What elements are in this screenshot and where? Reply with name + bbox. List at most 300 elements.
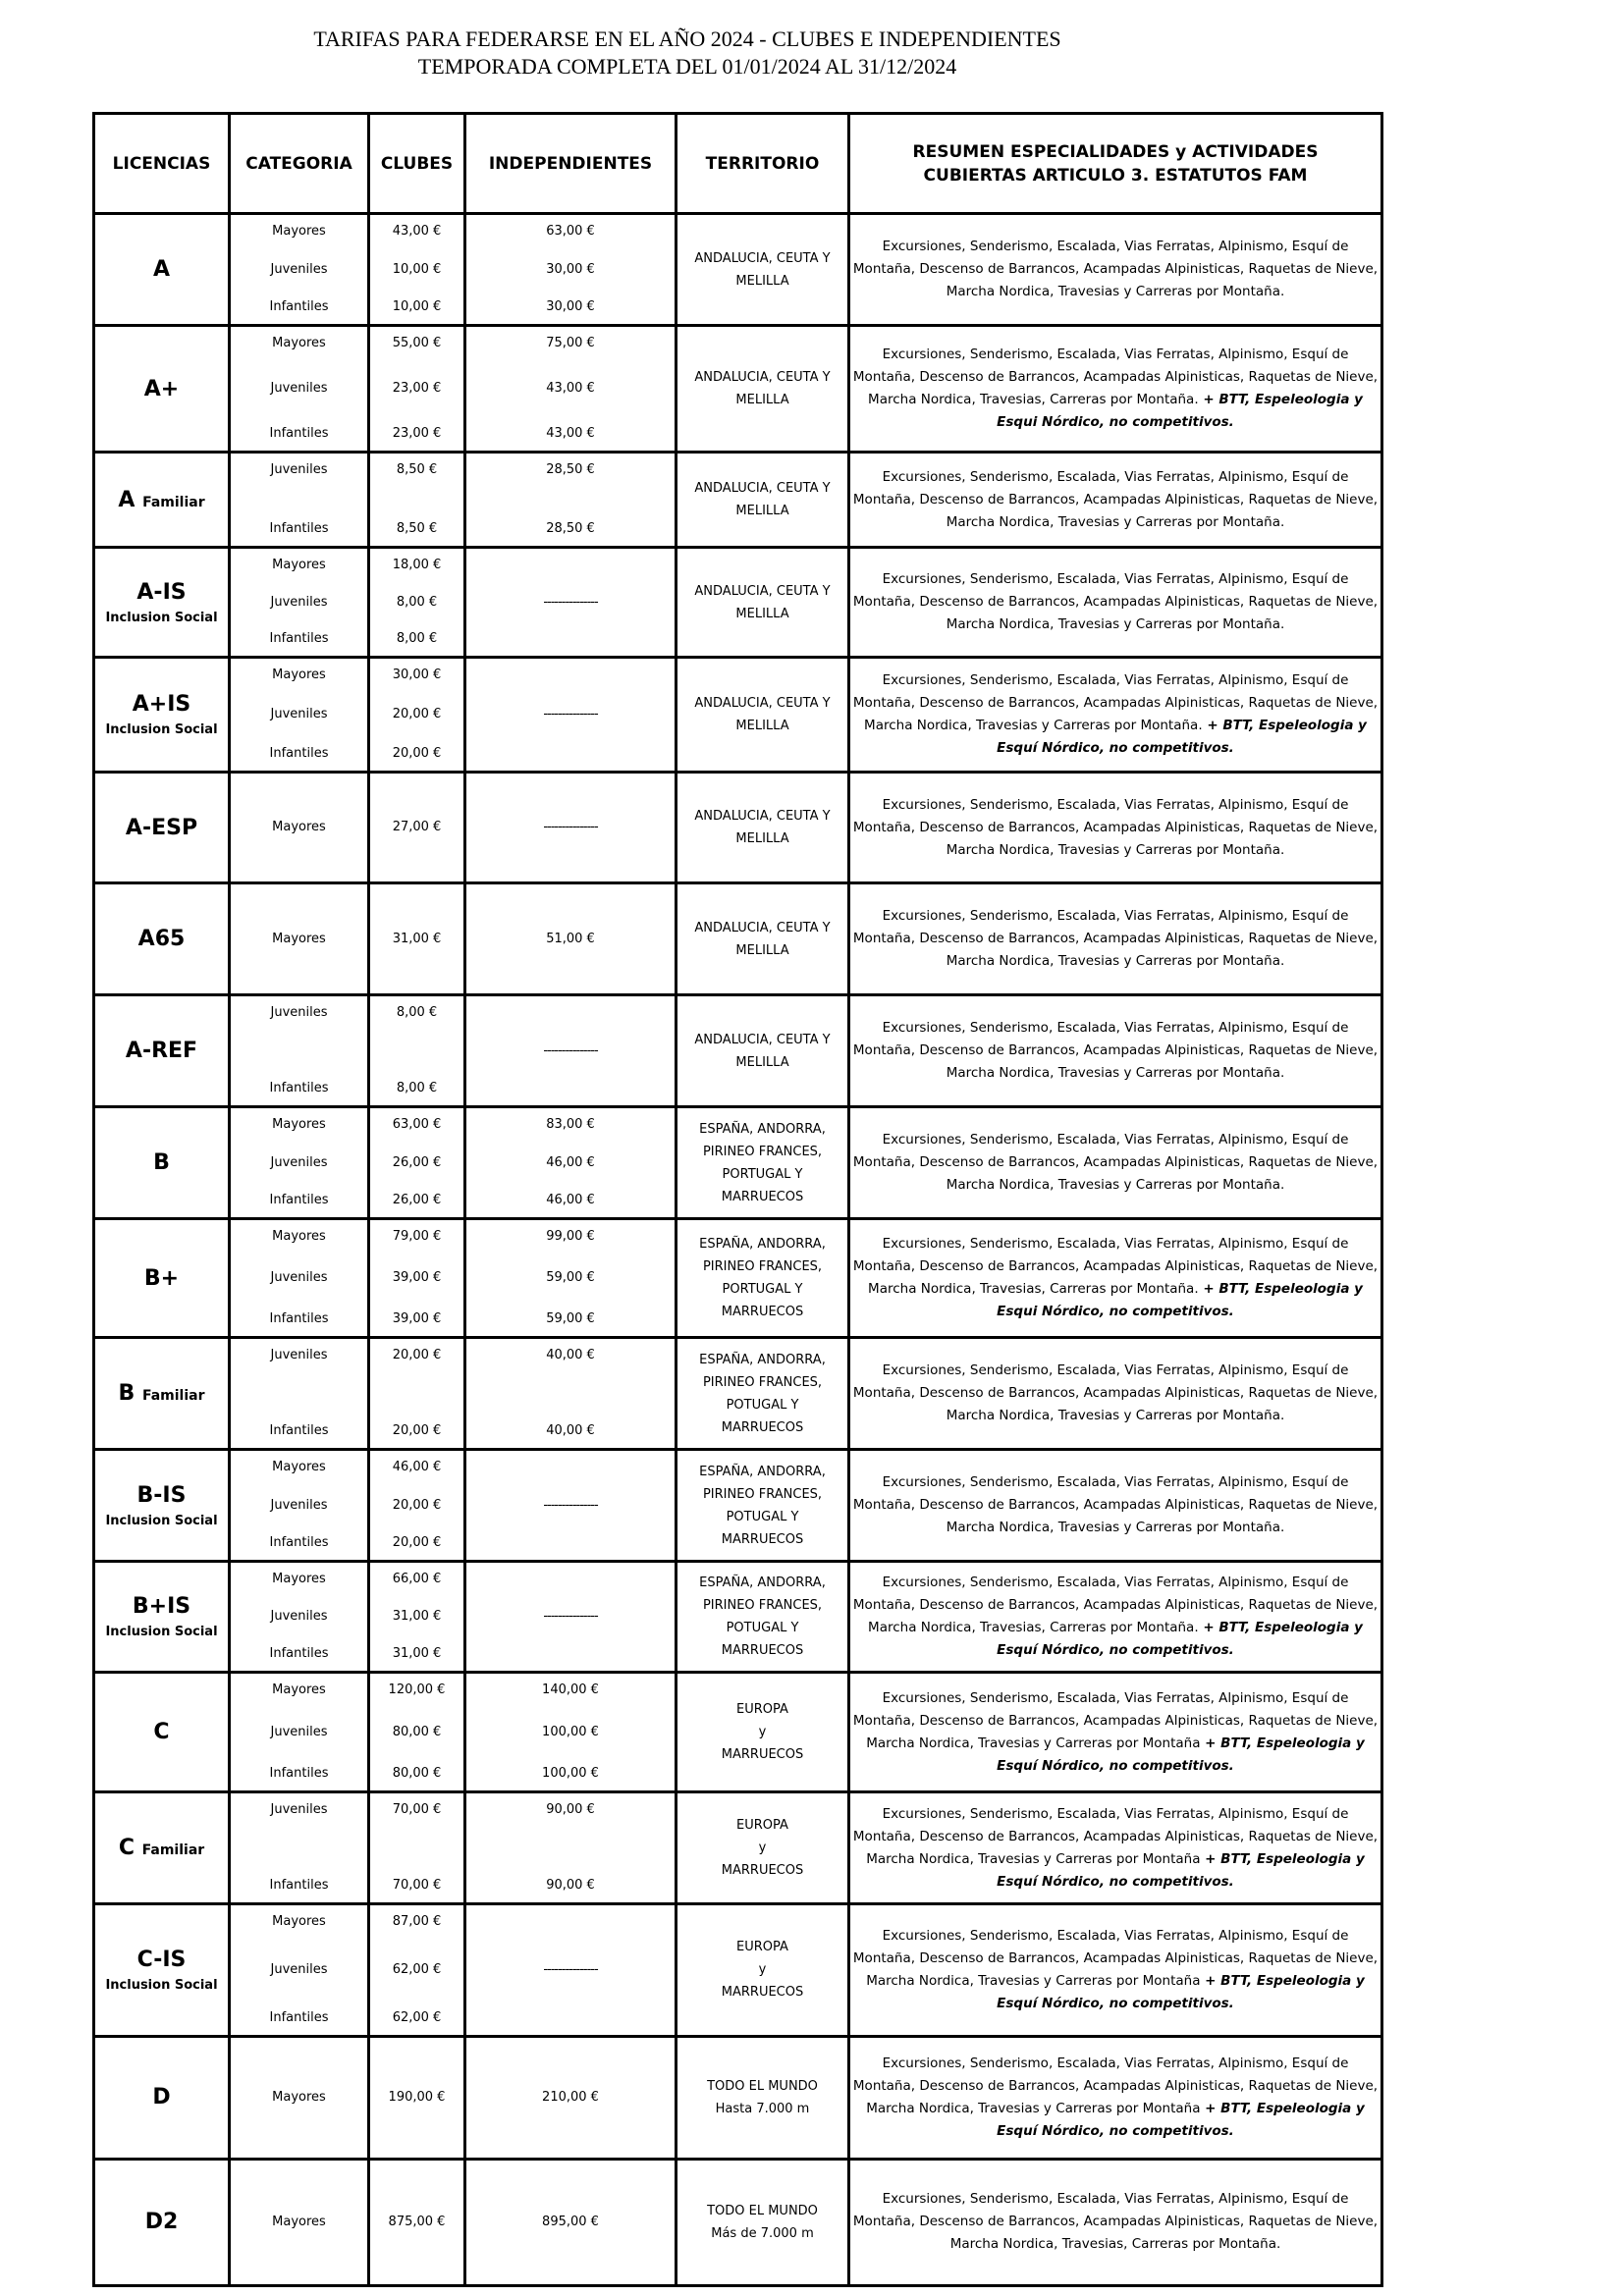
clubes-cell-stack	[370, 327, 463, 451]
licencia-cell	[94, 1107, 230, 1219]
clubes-price: 31,00 €	[392, 1646, 442, 1662]
licencia-name: B+	[143, 1265, 180, 1291]
territorio-text	[677, 2200, 847, 2245]
independientes-price: 99,00 €	[546, 1229, 595, 1245]
categoria-value: Juveniles	[270, 1609, 328, 1625]
licencia-name: C-IS	[136, 1947, 187, 1972]
clubes-price: 26,00 €	[392, 1154, 442, 1170]
header-resumen-line-2: CUBIERTAS ARTICULO 3. ESTATUTOS FAM	[923, 165, 1308, 186]
licencia-cell	[94, 1338, 230, 1450]
clubes-cell-stack	[370, 215, 463, 324]
clubes-price: 190,00 €	[388, 2089, 446, 2105]
territorio-line: MELILLA	[735, 719, 789, 734]
independientes-cell	[465, 1904, 677, 2036]
categoria-cell	[230, 214, 369, 326]
categoria-value: Juveniles	[270, 1497, 328, 1513]
licencia-cell	[94, 453, 230, 548]
categoria-cell	[230, 883, 369, 995]
categoria-cell-stack	[231, 774, 367, 881]
territorio-line: POTUGAL Y	[726, 1397, 799, 1413]
independientes-price: 30,00 €	[546, 261, 595, 277]
resumen-extra: + BTT, Espeleologia y Esquí Nórdico, no competitivos.	[997, 1735, 1365, 1774]
independientes-price: 51,00 €	[546, 931, 595, 946]
categoria-value: Juveniles	[270, 1270, 328, 1286]
licencia-name: D	[152, 2085, 171, 2110]
territorio-text	[677, 1233, 847, 1323]
territorio-line: EUROPA	[736, 1940, 788, 1955]
territorio-line: POTUGAL Y	[726, 1509, 799, 1524]
categoria-cell-stack	[231, 454, 367, 546]
licencia-note: Inclusion Social	[105, 1513, 218, 1528]
independientes-cell	[465, 2036, 677, 2159]
clubes-price: 70,00 €	[392, 1878, 442, 1894]
independientes-price: 210,00 €	[542, 2089, 599, 2105]
independientes-cell-stack	[466, 454, 675, 546]
header-clubes: CLUBES	[369, 114, 465, 214]
categoria-value: Mayores	[272, 2214, 326, 2229]
clubes-cell-stack	[370, 1563, 463, 1671]
table-row	[94, 1107, 1382, 1219]
clubes-cell	[369, 1219, 465, 1338]
territorio-line: MELILLA	[735, 831, 789, 847]
categoria-value: Mayores	[272, 224, 326, 239]
clubes-price: 79,00 €	[392, 1229, 442, 1245]
territorio-cell	[677, 2159, 849, 2285]
licencia-name: C Familiar	[118, 1836, 205, 1861]
categoria-value: Infantiles	[269, 746, 329, 762]
independientes-price: ---------------	[543, 594, 598, 610]
clubes-price: 20,00 €	[392, 707, 442, 722]
licencia-name: A	[152, 257, 171, 282]
licencia-name: A-ESP	[125, 815, 198, 840]
resumen-cell	[849, 1107, 1382, 1219]
territorio-line: PIRINEO FRANCES,	[702, 1374, 823, 1390]
table-row	[94, 1219, 1382, 1338]
clubes-cell-stack	[370, 659, 463, 771]
resumen-cell	[849, 1673, 1382, 1792]
territorio-text	[677, 1461, 847, 1551]
clubes-price: 27,00 €	[392, 820, 442, 835]
clubes-price: 8,00 €	[396, 594, 438, 610]
header-independientes: INDEPENDIENTES	[465, 114, 677, 214]
territorio-text	[677, 917, 847, 962]
table-row	[94, 214, 1382, 326]
clubes-cell-stack	[370, 1905, 463, 2034]
independientes-cell	[465, 1792, 677, 1904]
clubes-price: 23,00 €	[392, 426, 442, 442]
territorio-text	[677, 1029, 847, 1074]
clubes-cell-stack	[370, 549, 463, 656]
resumen-extra: + BTT, Espeleologia y Esqui Nórdico, no competitivos.	[997, 1281, 1363, 1320]
resumen-cell	[849, 773, 1382, 883]
table-row	[94, 453, 1382, 548]
resumen-extra: + BTT, Espeleologia y Esquí Nórdico, no competitivos.	[997, 2100, 1365, 2139]
territorio-text	[677, 692, 847, 737]
territorio-text	[677, 1936, 847, 2003]
clubes-price: 66,00 €	[392, 1572, 442, 1587]
territorio-cell	[677, 1107, 849, 1219]
table-row	[94, 2159, 1382, 2285]
territorio-cell	[677, 1338, 849, 1450]
resumen-cell	[849, 1450, 1382, 1562]
categoria-value: Infantiles	[269, 1646, 329, 1662]
categoria-cell	[230, 453, 369, 548]
independientes-price: 28,50 €	[546, 462, 595, 478]
licencia-cell	[94, 883, 230, 995]
territorio-line: Más de 7.000 m	[711, 2225, 814, 2241]
territorio-line: PIRINEO FRANCES,	[702, 1486, 823, 1502]
resumen-cell	[849, 883, 1382, 995]
clubes-price: 39,00 €	[392, 1311, 442, 1327]
categoria-value: Mayores	[272, 820, 326, 835]
independientes-cell-stack	[466, 549, 675, 656]
clubes-cell	[369, 1450, 465, 1562]
table-row	[94, 773, 1382, 883]
territorio-text	[677, 1572, 847, 1662]
categoria-value: Infantiles	[269, 1535, 329, 1551]
categoria-value: Juveniles	[270, 1005, 328, 1021]
categoria-cell	[230, 2036, 369, 2159]
categoria-value: Juveniles	[270, 1154, 328, 1170]
territorio-line: ANDALUCIA, CEUTA Y	[694, 250, 831, 266]
independientes-price: ---------------	[543, 1609, 598, 1625]
independientes-cell	[465, 1450, 677, 1562]
clubes-cell	[369, 214, 465, 326]
territorio-line: ESPAÑA, ANDORRA,	[699, 1575, 826, 1591]
territorio-line: PIRINEO FRANCES,	[702, 1259, 823, 1275]
categoria-value: Mayores	[272, 931, 326, 946]
clubes-cell	[369, 2036, 465, 2159]
categoria-value: Infantiles	[269, 631, 329, 647]
categoria-value: Infantiles	[269, 299, 329, 314]
territorio-line: MARRUECOS	[721, 1531, 804, 1547]
resumen-text: Excursiones, Senderismo, Escalada, Vias Ferratas, Alpinismo, Esquí de Montaña, Descenso de Barrancos, Acampadas Alpinisticas, Raquetas de Nieve, Marcha Nordica, Travesias y Carreras por Montaña	[852, 1805, 1379, 1867]
territorio-line: MARRUECOS	[721, 1189, 804, 1204]
territorio-line: MARRUECOS	[721, 1863, 804, 1879]
resumen-cell	[849, 1219, 1382, 1338]
independientes-cell	[465, 1673, 677, 1792]
resumen-cell	[849, 2159, 1382, 2285]
territorio-cell	[677, 453, 849, 548]
independientes-price: 100,00 €	[542, 1724, 599, 1739]
independientes-cell-stack	[466, 215, 675, 324]
table-row	[94, 1450, 1382, 1562]
categoria-value: Mayores	[272, 336, 326, 351]
independientes-price: 59,00 €	[546, 1270, 595, 1286]
clubes-price: 80,00 €	[392, 1766, 442, 1782]
territorio-line: y	[758, 1841, 767, 1856]
licencia-cell	[94, 326, 230, 453]
territorio-line: ANDALUCIA, CEUTA Y	[694, 370, 831, 386]
independientes-price: 46,00 €	[546, 1193, 595, 1208]
clubes-cell	[369, 1792, 465, 1904]
territorio-text	[677, 247, 847, 293]
territorio-line: EUROPA	[736, 1818, 788, 1834]
independientes-price: 43,00 €	[546, 426, 595, 442]
clubes-price: 20,00 €	[392, 1348, 442, 1363]
clubes-price: 62,00 €	[392, 2009, 442, 2025]
territorio-cell	[677, 883, 849, 995]
independientes-cell	[465, 1219, 677, 1338]
independientes-cell-stack	[466, 659, 675, 771]
page-title	[0, 26, 1375, 80]
resumen-cell	[849, 1338, 1382, 1450]
resumen-extra: + BTT, Espeleologia y Esqui Nórdico, no competitivos.	[997, 392, 1363, 431]
clubes-cell	[369, 326, 465, 453]
territorio-cell	[677, 326, 849, 453]
resumen-text: Excursiones, Senderismo, Escalada, Vias Ferratas, Alpinismo, Esquí de Montaña, Descenso de Barrancos, Acampadas Alpinisticas, Raquetas de Nieve, Marcha Nordica, Travesias, Carreras por Montaña.	[852, 347, 1379, 408]
clubes-cell	[369, 995, 465, 1107]
territorio-line: PIRINEO FRANCES,	[702, 1144, 823, 1159]
territorio-text	[677, 580, 847, 625]
clubes-cell-stack	[370, 996, 463, 1105]
table-row	[94, 1792, 1382, 1904]
header-territorio: TERRITORIO	[677, 114, 849, 214]
independientes-price: 63,00 €	[546, 224, 595, 239]
categoria-cell	[230, 1219, 369, 1338]
table-row	[94, 883, 1382, 995]
territorio-line: PORTUGAL Y	[722, 1166, 803, 1182]
clubes-price: 8,00 €	[396, 631, 438, 647]
categoria-value: Mayores	[272, 558, 326, 573]
clubes-price: 63,00 €	[392, 1117, 442, 1133]
clubes-price: 62,00 €	[392, 1961, 442, 1977]
territorio-cell	[677, 548, 849, 658]
categoria-value: Infantiles	[269, 1193, 329, 1208]
territorio-cell	[677, 1904, 849, 2036]
territorio-cell	[677, 1673, 849, 1792]
independientes-price: 59,00 €	[546, 1311, 595, 1327]
independientes-cell-stack	[466, 1905, 675, 2034]
licencia-name: C	[153, 1720, 170, 1745]
independientes-price: 43,00 €	[546, 381, 595, 397]
clubes-cell-stack	[370, 1108, 463, 1217]
independientes-cell-stack	[466, 1339, 675, 1448]
licencia-cell	[94, 1219, 230, 1338]
licencia-cell	[94, 1562, 230, 1673]
licencia-cell	[94, 658, 230, 773]
table-row	[94, 1904, 1382, 2036]
independientes-price: 90,00 €	[546, 1878, 595, 1894]
independientes-price: 83,00 €	[546, 1117, 595, 1133]
clubes-price: 8,50 €	[396, 521, 438, 537]
clubes-cell	[369, 1338, 465, 1450]
territorio-text	[677, 2075, 847, 2120]
resumen-text: Excursiones, Senderismo, Escalada, Vias Ferratas, Alpinismo, Esquí de Montaña, Descenso de Barrancos, Acampadas Alpinisticas, Raquetas de Nieve, Marcha Nordica, Travesias y Carreras por Montaña.	[852, 571, 1379, 633]
independientes-price: ---------------	[543, 1042, 598, 1058]
categoria-value: Mayores	[272, 2089, 326, 2105]
resumen-cell	[849, 995, 1382, 1107]
licencia-name: B	[153, 1150, 170, 1176]
territorio-line: ESPAÑA, ANDORRA,	[699, 1121, 826, 1137]
territorio-cell	[677, 214, 849, 326]
resumen-cell	[849, 326, 1382, 453]
territorio-line: MELILLA	[735, 606, 789, 621]
resumen-text: Excursiones, Senderismo, Escalada, Vias Ferratas, Alpinismo, Esquí de Montaña, Descenso de Barrancos, Acampadas Alpinisticas, Raquetas de Nieve, Marcha Nordica, Travesias y Carreras por Montaña.	[852, 908, 1379, 970]
categoria-value: Juveniles	[270, 381, 328, 397]
clubes-price: 80,00 €	[392, 1724, 442, 1739]
licencia-subtype: Familiar	[141, 1388, 205, 1405]
categoria-cell	[230, 1107, 369, 1219]
categoria-cell-stack	[231, 1451, 367, 1560]
territorio-line: ANDALUCIA, CEUTA Y	[694, 920, 831, 935]
independientes-price: 100,00 €	[542, 1766, 599, 1782]
independientes-cell	[465, 548, 677, 658]
territorio-cell	[677, 1792, 849, 1904]
categoria-cell-stack	[231, 215, 367, 324]
categoria-value: Infantiles	[269, 426, 329, 442]
header-resumen	[849, 114, 1382, 214]
independientes-cell	[465, 453, 677, 548]
resumen-extra: + BTT, Espeleologia y Esquí Nórdico, no competitivos.	[997, 1850, 1365, 1890]
territorio-cell	[677, 995, 849, 1107]
categoria-value: Infantiles	[269, 1081, 329, 1096]
categoria-cell	[230, 995, 369, 1107]
independientes-cell-stack	[466, 2038, 675, 2158]
independientes-price: 90,00 €	[546, 1802, 595, 1818]
categoria-cell	[230, 1338, 369, 1450]
categoria-cell	[230, 1792, 369, 1904]
clubes-cell	[369, 453, 465, 548]
licencia-name: A65	[137, 927, 186, 952]
independientes-price: 30,00 €	[546, 299, 595, 314]
licencia-note: Inclusion Social	[105, 1625, 218, 1640]
independientes-price: ---------------	[543, 1961, 598, 1977]
categoria-value: Mayores	[272, 667, 326, 683]
resumen-extra: + BTT, Espeleologia y Esquí Nórdico, no competitivos.	[997, 1972, 1365, 2011]
categoria-value: Juveniles	[270, 1802, 328, 1818]
resumen-text: Excursiones, Senderismo, Escalada, Vias Ferratas, Alpinismo, Esquí de Montaña, Descenso de Barrancos, Acampadas Alpinisticas, Raquetas de Nieve, Marcha Nordica, Travesias y Carreras por Montaña	[852, 1689, 1379, 1751]
categoria-cell	[230, 658, 369, 773]
territorio-line: ESPAÑA, ANDORRA,	[699, 1464, 826, 1479]
independientes-cell-stack	[466, 2161, 675, 2284]
clubes-cell-stack	[370, 774, 463, 881]
resumen-cell	[849, 548, 1382, 658]
clubes-cell	[369, 1562, 465, 1673]
licencia-name: A-REF	[125, 1039, 198, 1064]
table-row	[94, 1338, 1382, 1450]
categoria-value: Juveniles	[270, 707, 328, 722]
clubes-price: 30,00 €	[392, 667, 442, 683]
categoria-cell	[230, 1904, 369, 2036]
territorio-line: ESPAÑA, ANDORRA,	[699, 1237, 826, 1253]
territorio-text	[677, 1814, 847, 1882]
clubes-price: 18,00 €	[392, 558, 442, 573]
clubes-price: 55,00 €	[392, 336, 442, 351]
categoria-cell-stack	[231, 996, 367, 1105]
licencia-cell	[94, 2036, 230, 2159]
independientes-cell	[465, 773, 677, 883]
categoria-cell	[230, 1673, 369, 1792]
categoria-cell	[230, 1562, 369, 1673]
resumen-text: Excursiones, Senderismo, Escalada, Vias Ferratas, Alpinismo, Esquí de Montaña, Descenso de Barrancos, Acampadas Alpinisticas, Raquetas de Nieve, Marcha Nordica, Travesias y Carreras por Montaña.	[852, 239, 1379, 299]
clubes-price: 10,00 €	[392, 261, 442, 277]
clubes-price: 20,00 €	[392, 1423, 442, 1439]
categoria-cell-stack	[231, 2038, 367, 2158]
territorio-line: ANDALUCIA, CEUTA Y	[694, 583, 831, 599]
licencia-cell	[94, 2159, 230, 2285]
licencia-name: A-IS	[136, 579, 187, 605]
categoria-value: Juveniles	[270, 1961, 328, 1977]
categoria-cell	[230, 1450, 369, 1562]
clubes-price: 39,00 €	[392, 1270, 442, 1286]
territorio-line: ANDALUCIA, CEUTA Y	[694, 696, 831, 712]
territorio-line: ANDALUCIA, CEUTA Y	[694, 481, 831, 497]
categoria-cell-stack	[231, 884, 367, 993]
categoria-value: Mayores	[272, 1117, 326, 1133]
independientes-price: 140,00 €	[542, 1682, 599, 1698]
independientes-price: ---------------	[543, 820, 598, 835]
resumen-text: Excursiones, Senderismo, Escalada, Vias Ferratas, Alpinismo, Esquí de Montaña, Descenso de Barrancos, Acampadas Alpinisticas, Raquetas de Nieve, Marcha Nordica, Travesias y Carreras por Montaña.	[852, 672, 1379, 734]
territorio-line: y	[758, 1962, 767, 1978]
clubes-cell-stack	[370, 1339, 463, 1448]
clubes-cell-stack	[370, 2038, 463, 2158]
clubes-cell	[369, 2159, 465, 2285]
territorio-line: PORTUGAL Y	[722, 1282, 803, 1298]
independientes-cell	[465, 883, 677, 995]
table-row	[94, 1673, 1382, 1792]
independientes-cell-stack	[466, 1563, 675, 1671]
independientes-cell	[465, 1562, 677, 1673]
categoria-value: Mayores	[272, 1460, 326, 1475]
territorio-line: MARRUECOS	[721, 1643, 804, 1659]
licencia-cell	[94, 214, 230, 326]
clubes-price: 20,00 €	[392, 746, 442, 762]
title-line-1: TARIFAS PARA FEDERARSE EN EL AÑO 2024 - CLUBES E INDEPENDIENTES	[313, 27, 1061, 51]
categoria-cell-stack	[231, 549, 367, 656]
clubes-price: 43,00 €	[392, 224, 442, 239]
header-row	[94, 114, 1382, 214]
categoria-cell	[230, 548, 369, 658]
independientes-cell	[465, 995, 677, 1107]
resumen-extra: + BTT, Espeleologia y Esquí Nórdico, no competitivos.	[997, 1620, 1363, 1659]
categoria-value: Infantiles	[269, 1423, 329, 1439]
header-categoria: CATEGORIA	[230, 114, 369, 214]
resumen-text: Excursiones, Senderismo, Escalada, Vias Ferratas, Alpinismo, Esquí de Montaña, Descenso de Barrancos, Acampadas Alpinisticas, Raquetas de Nieve, Marcha Nordica, Travesias y Carreras por Montaña.	[852, 1132, 1379, 1194]
clubes-price: 46,00 €	[392, 1460, 442, 1475]
licencia-note: Inclusion Social	[105, 1977, 218, 1993]
territorio-line: MELILLA	[735, 1054, 789, 1070]
categoria-cell-stack	[231, 1563, 367, 1671]
territorio-line: EUROPA	[736, 1702, 788, 1718]
independientes-cell-stack	[466, 1793, 675, 1902]
resumen-text: Excursiones, Senderismo, Escalada, Vias Ferratas, Alpinismo, Esquí de Montaña, Descenso de Barrancos, Acampadas Alpinisticas, Raquetas de Nieve, Marcha Nordica, Travesias, Carreras por Montaña.	[852, 1236, 1379, 1298]
clubes-cell-stack	[370, 1793, 463, 1902]
licencia-cell	[94, 773, 230, 883]
resumen-text: Excursiones, Senderismo, Escalada, Vias Ferratas, Alpinismo, Esquí de Montaña, Descenso de Barrancos, Acampadas Alpinisticas, Raquetas de Nieve, Marcha Nordica, Travesias y Carreras por Montaña	[852, 2055, 1379, 2116]
licencia-note: Inclusion Social	[105, 722, 218, 738]
tarifas-body	[94, 214, 1382, 2286]
territorio-text	[677, 477, 847, 522]
clubes-cell	[369, 1107, 465, 1219]
resumen-text: Excursiones, Senderismo, Escalada, Vias Ferratas, Alpinismo, Esquí de Montaña, Descenso de Barrancos, Acampadas Alpinisticas, Raquetas de Nieve, Marcha Nordica, Travesias y Carreras por Montaña.	[852, 468, 1379, 530]
independientes-cell-stack	[466, 1451, 675, 1560]
independientes-cell-stack	[466, 774, 675, 881]
categoria-value: Mayores	[272, 1229, 326, 1245]
territorio-cell	[677, 2036, 849, 2159]
licencia-name: D2	[144, 2210, 179, 2235]
clubes-cell-stack	[370, 1220, 463, 1336]
territorio-text	[677, 1118, 847, 1208]
territorio-line: MARRUECOS	[721, 1305, 804, 1320]
table-row	[94, 2036, 1382, 2159]
clubes-cell-stack	[370, 884, 463, 993]
independientes-cell-stack	[466, 884, 675, 993]
clubes-price: 26,00 €	[392, 1193, 442, 1208]
categoria-cell-stack	[231, 1905, 367, 2034]
territorio-line: ANDALUCIA, CEUTA Y	[694, 809, 831, 825]
resumen-cell	[849, 2036, 1382, 2159]
